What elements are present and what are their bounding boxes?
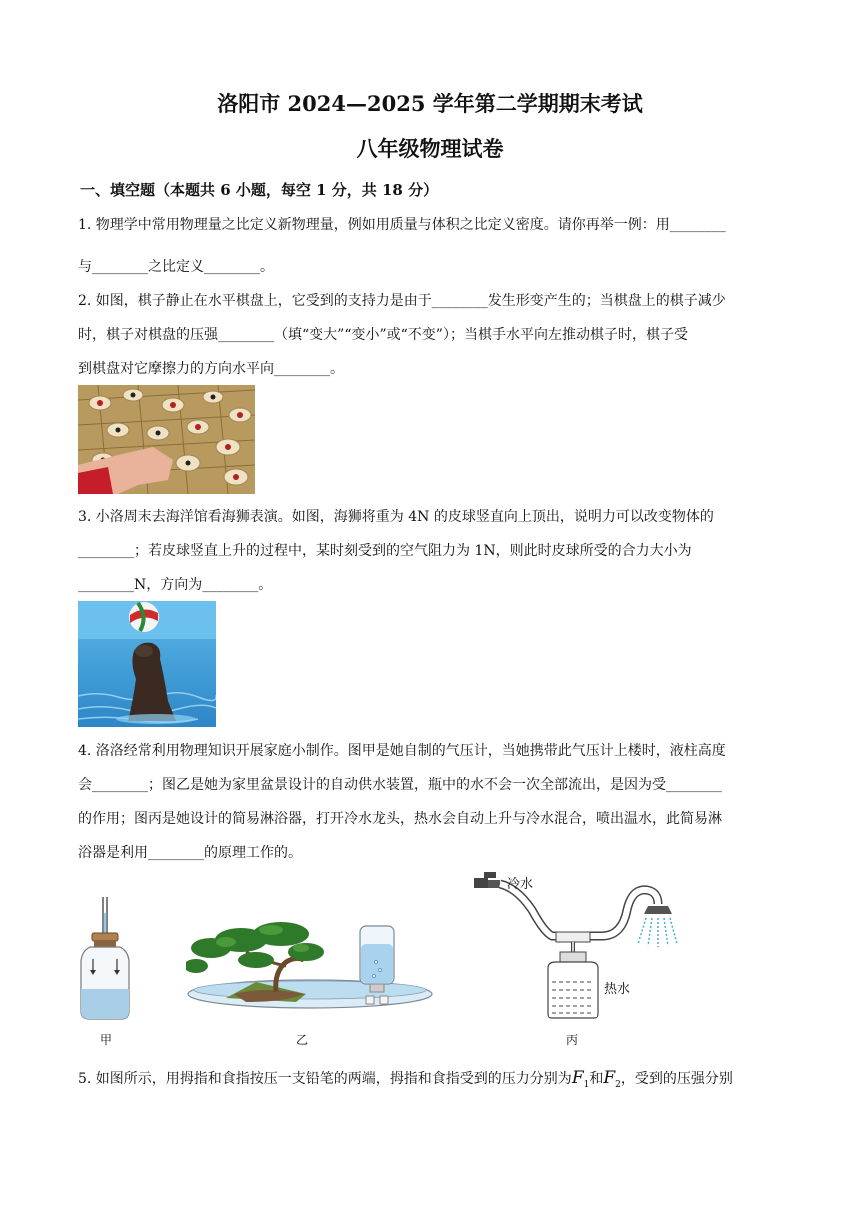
sea-lion-photo	[78, 601, 216, 727]
barometer-figure	[76, 893, 136, 1023]
section-heading: 一、填空题（本题共 6 小题，每空 1 分，共 18 分）	[80, 181, 439, 199]
exam-subtitle: 八年级物理试卷	[356, 136, 504, 161]
q4-line-4: 浴器是利用________的原理工作的。	[78, 845, 302, 861]
q3-line-1: 3. 小洛周末去海洋馆看海狮表演。如图，海狮将重为 4N 的皮球竖直向上顶出，说明力可以改变物体的	[78, 509, 714, 525]
q5-f1-sub: 1	[583, 1079, 590, 1090]
q5-f2-sub: 2	[615, 1079, 621, 1090]
q4-line-3: 的作用；图丙是她设计的简易淋浴器，打开冷水龙头，热水会自动上升与冷水混合，喷出温水，此简易淋	[78, 811, 722, 827]
q3-line-3: ________N，方向为________。	[78, 577, 273, 593]
label-jia: 甲	[100, 1033, 113, 1047]
q5-f2: F	[603, 1068, 616, 1088]
exam-title: 洛阳市 2024—2025 学年第二学期期末考试	[217, 91, 643, 116]
shower-figure	[472, 870, 682, 1020]
label-yi: 乙	[296, 1033, 309, 1047]
label-bing: 丙	[566, 1033, 579, 1047]
q2-line-1: 2. 如图，棋子静止在水平棋盘上，它受到的支持力是由于________发生形变产生的；当棋盘上的棋子减少	[78, 293, 726, 309]
q2-line-3: 到棋盘对它摩擦力的方向水平向________。	[78, 361, 344, 377]
q3-line-2: ________；若皮球竖直上升的过程中，某时刻受到的空气阻力为 1N，则此时皮球所受的合力大小为	[78, 543, 692, 559]
bonsai-water-supply-figure	[186, 922, 434, 1018]
q1-line-2: 与________之比定义________。	[78, 259, 274, 275]
label-cold-water: 冷水	[507, 877, 534, 892]
q1-line-1: 1. 物理学中常用物理量之比定义新物理量，例如用质量与体积之比定义密度。请你再举一例：用________	[78, 217, 726, 233]
q4-line-2: 会________；图乙是她为家里盆景设计的自动供水装置，瓶中的水不会一次全部流出，是因为受________	[78, 777, 722, 793]
label-hot-water: 热水	[604, 982, 631, 997]
q2-line-2: 时，棋子对棋盘的压强________（填“变大”“变小”或“不变”）；当棋手水平向左推动棋子时，棋子受	[78, 327, 688, 343]
q4-line-1: 4. 洛洛经常利用物理知识开展家庭小制作。图甲是她自制的气压计，当她携带此气压计上楼时，液柱高度	[78, 743, 726, 759]
q5-f1: F	[571, 1068, 584, 1088]
q5-text-a: 5. 如图所示，用拇指和食指按压一支铅笔的两端，拇指和食指受到的压力分别为	[78, 1071, 572, 1087]
q5-text-b: ，受到的压强分别	[620, 1071, 733, 1087]
q5-and: 和	[589, 1071, 604, 1087]
q5-line-1	[78, 1068, 733, 1090]
chess-board-photo	[78, 385, 255, 494]
